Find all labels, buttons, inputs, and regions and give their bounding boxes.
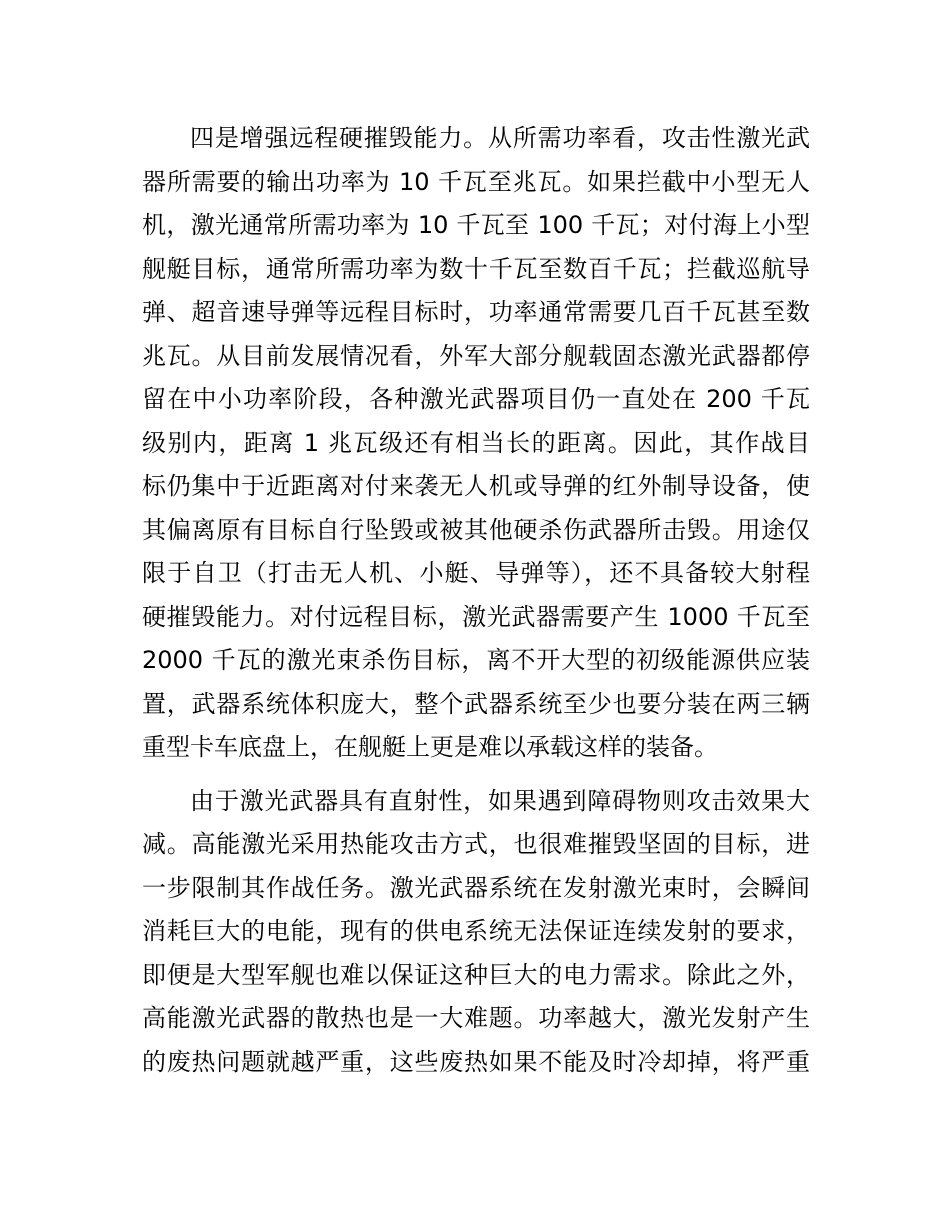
- paragraph-line: 由于激光武器具有直射性，如果遇到障碍物则攻击效果大: [190, 786, 810, 815]
- paragraph-line: 弹、超音速导弹等远程目标时，功率通常需要几百千瓦甚至数: [142, 298, 810, 326]
- paragraph-line: 标仍集中于近距离对付来袭无人机或导弹的红外制导设备，使: [142, 472, 810, 500]
- paragraph-line: 2000 千瓦的激光束杀伤目标，离不开大型的初级能源供应装: [142, 646, 810, 674]
- paragraph-line: 硬摧毁能力。对付远程目标，激光武器需要产生 1000 千瓦至: [142, 602, 810, 631]
- paragraph-line: 重型卡车底盘上，在舰艇上更是难以承载这样的装备。: [142, 733, 718, 761]
- paragraph-line: 留在中小功率阶段，各种激光武器项目仍一直处在 200 千瓦: [142, 385, 810, 413]
- paragraph-line: 兆瓦。从目前发展情况看，外军大部分舰载固态激光武器都停: [142, 341, 810, 370]
- paragraph-line: 消耗巨大的电能，现有的供电系统无法保证连续发射的要求，: [142, 917, 810, 945]
- paragraph-1: [142, 117, 810, 770]
- paragraph-line: 即便是大型军舰也难以保证这种巨大的电力需求。除此之外，: [142, 960, 810, 989]
- paragraph-line: 限于自卫（打击无人机、小艇、导弹等），还不具备较大射程: [142, 559, 810, 587]
- paragraph-line: 的废热问题就越严重，这些废热如果不能及时冷却掉，将严重: [142, 1047, 810, 1076]
- paragraph-spacer: [142, 770, 810, 780]
- document-page: [142, 117, 810, 1084]
- paragraph-line: 器所需要的输出功率为 10 千瓦至兆瓦。如果拦截中小型无人: [142, 167, 810, 196]
- paragraph-line: 高能激光武器的散热也是一大难题。功率越大，激光发射产生: [142, 1004, 810, 1032]
- paragraph-2: [142, 780, 810, 1085]
- paragraph-line: 级别内，距离 1 兆瓦级还有相当长的距离。因此，其作战目: [142, 428, 810, 457]
- paragraph-line: 减。高能激光采用热能攻击方式，也很难摧毁坚固的目标，进: [142, 830, 810, 858]
- paragraph-line: 舰艇目标，通常所需功率为数十千瓦至数百千瓦；拦截巡航导: [142, 254, 810, 283]
- paragraph-line: 一步限制其作战任务。激光武器系统在发射激光束时，会瞬间: [142, 873, 810, 902]
- paragraph-line: 其偏离原有目标自行坠毁或被其他硬杀伤武器所击毁。用途仅: [142, 515, 810, 544]
- paragraph-line: 机，激光通常所需功率为 10 千瓦至 100 千瓦；对付海上小型: [142, 211, 810, 239]
- paragraph-line: 四是增强远程硬摧毁能力。从所需功率看，攻击性激光武: [190, 124, 810, 152]
- paragraph-line: 置，武器系统体积庞大，整个武器系统至少也要分装在两三辆: [142, 689, 810, 718]
